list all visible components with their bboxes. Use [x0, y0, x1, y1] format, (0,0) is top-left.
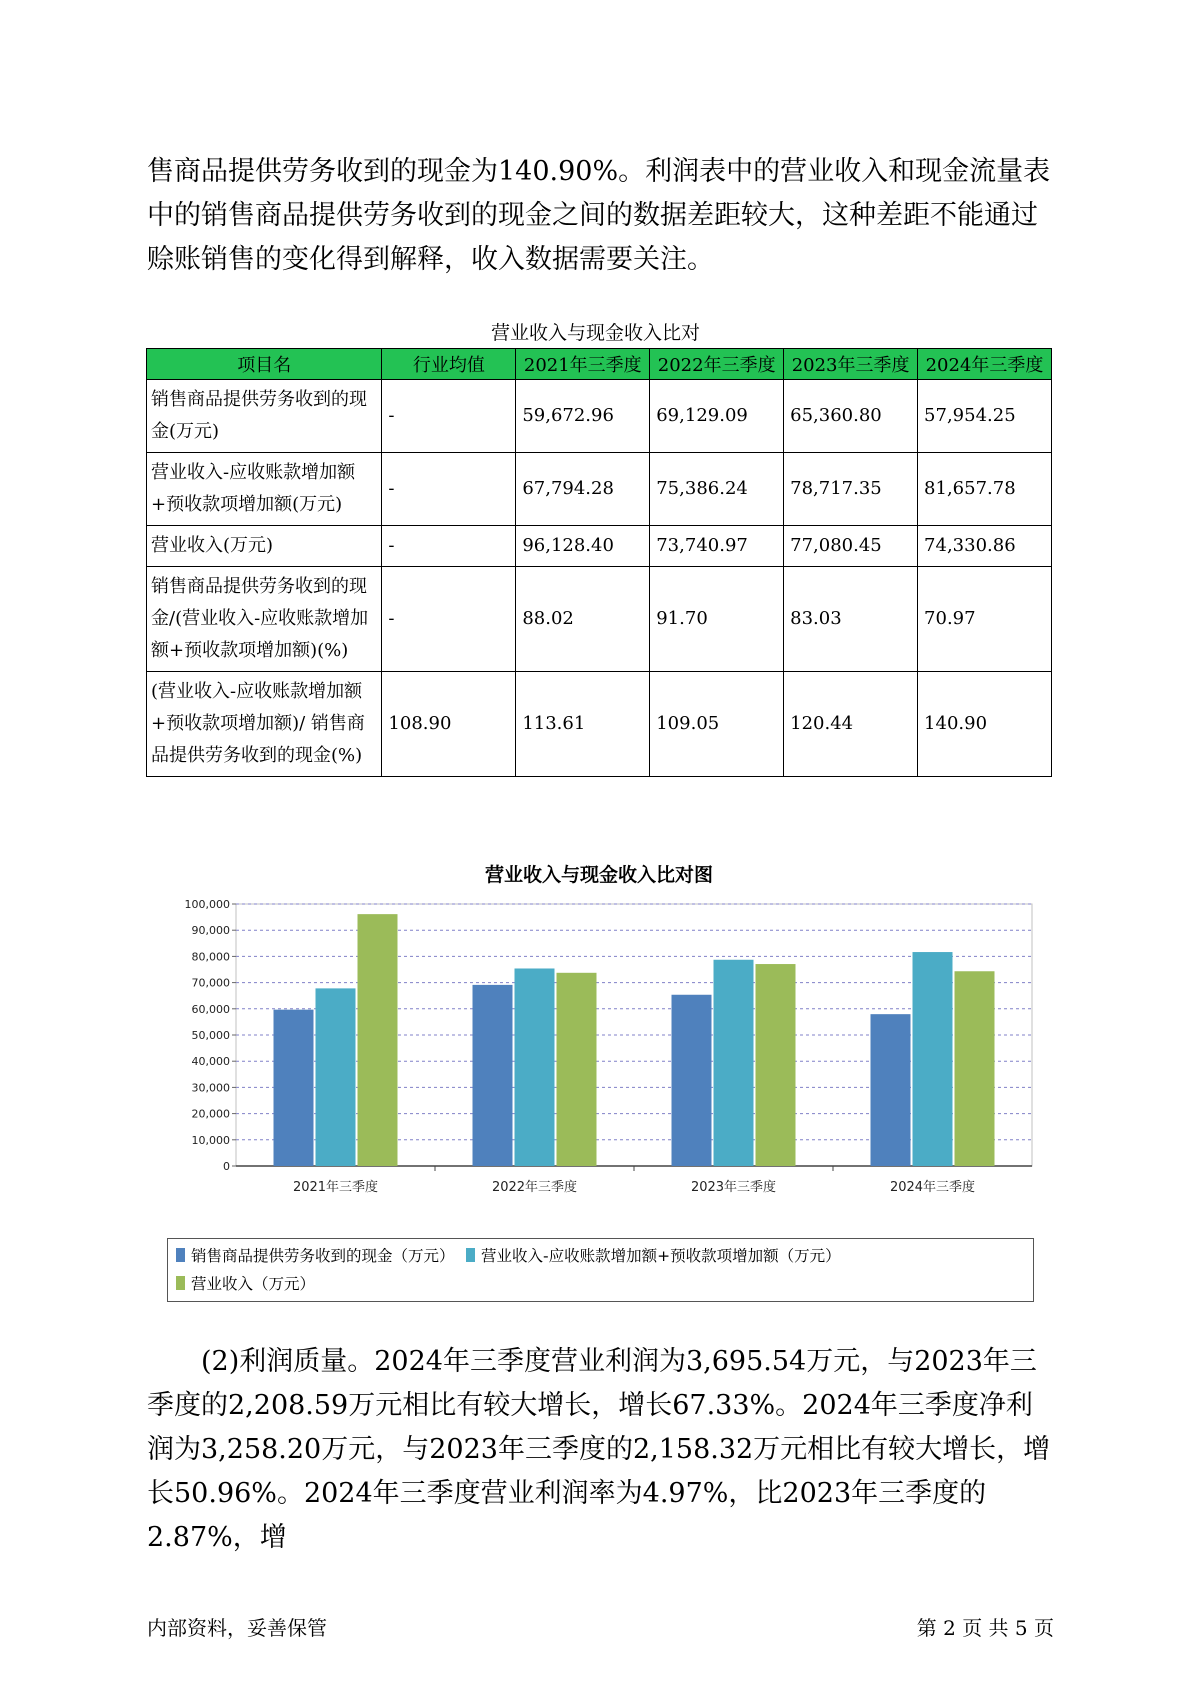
row-label: 营业收入(万元)	[147, 526, 382, 567]
table-cell: 120.44	[784, 672, 918, 777]
table-row	[147, 526, 1052, 567]
table-row	[147, 672, 1052, 777]
table-cell: 73,740.97	[650, 526, 784, 567]
table-cell: 70.97	[918, 567, 1052, 672]
table-cell: 88.02	[516, 567, 650, 672]
table-cell: -	[382, 380, 516, 453]
table-row	[147, 453, 1052, 526]
y-tick-label: 100,000	[184, 898, 230, 911]
footer-page-number: 第 2 页 共 5 页	[916, 1616, 1054, 1640]
table-cell: 91.70	[650, 567, 784, 672]
bar-3	[358, 914, 398, 1166]
table-cell: -	[382, 567, 516, 672]
paragraph-revenue-analysis: 售商品提供劳务收到的现金为140.90%。利润表中的营业收入和现金流量表中的销售商品提供劳务收到的现金之间的数据差距较大，这种差距不能通过赊账销售的变化得到解释，收入数据需要关注。	[147, 156, 1051, 275]
table-row	[147, 567, 1052, 672]
bar-3	[557, 973, 597, 1166]
bar-2	[515, 968, 555, 1166]
y-tick-label: 80,000	[191, 950, 230, 964]
header-2024q3: 2024年三季度	[918, 349, 1052, 380]
table-cell: 78,717.35	[784, 453, 918, 526]
legend-label: 营业收入（万元）	[191, 1275, 316, 1293]
bar-1	[672, 995, 712, 1166]
bar-1	[473, 985, 513, 1166]
table-cell: 69,129.09	[650, 380, 784, 453]
footer-confidential: 内部资料，妥善保管	[147, 1616, 327, 1640]
chart-title: 营业收入与现金收入比对图	[484, 864, 713, 886]
table-cell: 77,080.45	[784, 526, 918, 567]
table-cell: -	[382, 453, 516, 526]
legend-swatch-cash	[176, 1248, 185, 1262]
header-2023q3: 2023年三季度	[784, 349, 918, 380]
bar-chart	[146, 896, 1052, 1236]
y-tick-label: 20,000	[191, 1107, 230, 1121]
table-cell: -	[382, 526, 516, 567]
row-label: 销售商品提供劳务收到的现金(万元)	[147, 380, 382, 453]
header-2022q3: 2022年三季度	[650, 349, 784, 380]
bar-1	[871, 1014, 911, 1166]
legend-label: 销售商品提供劳务收到的现金（万元）	[191, 1247, 455, 1265]
table-cell: 108.90	[382, 672, 516, 777]
bar-3	[955, 971, 995, 1166]
legend-swatch-adjusted-revenue	[466, 1248, 475, 1262]
y-tick-label: 0	[223, 1160, 230, 1173]
bar-3	[756, 964, 796, 1166]
table-cell: 75,386.24	[650, 453, 784, 526]
paragraph-profit-quality: (2)利润质量。2024年三季度营业利润为3,695.54万元，与2023年三季度的2,208.59万元相比有较大增长，增长67.33%。2024年三季度净利润为3,258.20万元，与2023年三季度的2,158.32万元相比有较大增长，增长50.96%。2024年三季度营业利润率为4.97%，比2023年三季度的2.87%，增	[147, 1346, 1051, 1553]
row-label: 营业收入-应收账款增加额+预收款项增加额(万元)	[147, 453, 382, 526]
revenue-cash-table	[146, 348, 1052, 777]
y-tick-label: 70,000	[191, 976, 230, 990]
table-cell: 140.90	[918, 672, 1052, 777]
x-tick-label: 2024年三季度	[889, 1180, 976, 1195]
legend-item-revenue	[176, 1272, 315, 1294]
header-2021q3: 2021年三季度	[516, 349, 650, 380]
table-cell: 96,128.40	[516, 526, 650, 567]
legend-item-cash	[176, 1244, 455, 1266]
x-tick-label: 2023年三季度	[690, 1180, 777, 1195]
table-row	[147, 380, 1052, 453]
table-cell: 113.61	[516, 672, 650, 777]
x-tick-label: 2021年三季度	[292, 1180, 379, 1195]
header-industry-avg: 行业均值	[382, 349, 516, 380]
legend-label: 营业收入-应收账款增加额+预收款项增加额（万元）	[481, 1247, 841, 1265]
bar-1	[274, 1010, 314, 1166]
table-header-row	[147, 349, 1052, 380]
legend-item-adjusted-revenue	[466, 1244, 841, 1266]
y-tick-label: 10,000	[191, 1133, 230, 1147]
y-tick-label: 90,000	[191, 924, 230, 938]
chart-legend	[167, 1238, 1034, 1302]
table-cell: 57,954.25	[918, 380, 1052, 453]
row-label: 销售商品提供劳务收到的现金/(营业收入-应收账款增加额+预收款项增加额)(%)	[147, 567, 382, 672]
header-item-name: 项目名	[147, 349, 382, 380]
legend-swatch-revenue	[176, 1276, 185, 1290]
table-cell: 59,672.96	[516, 380, 650, 453]
y-tick-label: 60,000	[191, 1002, 230, 1016]
y-tick-label: 30,000	[191, 1081, 230, 1095]
y-tick-label: 40,000	[191, 1055, 230, 1069]
table-cell: 83.03	[784, 567, 918, 672]
table-cell: 109.05	[650, 672, 784, 777]
table-title: 营业收入与现金收入比对	[490, 322, 700, 344]
row-label: (营业收入-应收账款增加额+预收款项增加额)/ 销售商品提供劳务收到的现金(%)	[147, 672, 382, 777]
table-cell: 67,794.28	[516, 453, 650, 526]
y-tick-label: 50,000	[191, 1029, 230, 1042]
bar-2	[316, 988, 356, 1166]
table-cell: 81,657.78	[918, 453, 1052, 526]
bar-2	[714, 960, 754, 1166]
table-cell: 74,330.86	[918, 526, 1052, 567]
table-cell: 65,360.80	[784, 380, 918, 453]
bar-2	[913, 952, 953, 1166]
x-tick-label: 2022年三季度	[491, 1180, 578, 1195]
